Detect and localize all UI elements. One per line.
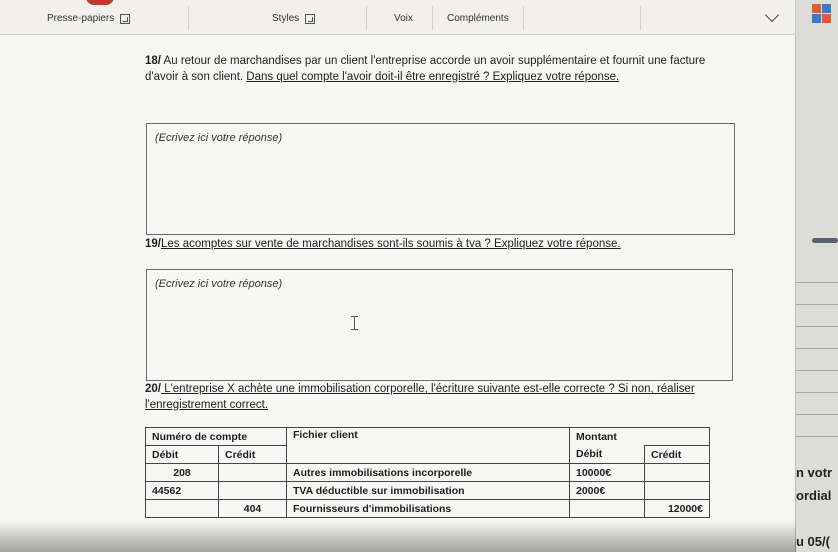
cell-label: Autres immobilisations incorporelle	[287, 464, 570, 482]
ribbon-group-label: Presse-papiers	[47, 13, 115, 24]
question-number: 19/	[145, 238, 161, 250]
question-19	[145, 237, 745, 253]
question-18	[145, 54, 730, 85]
cell-credit-account	[219, 464, 287, 482]
cell-label: Fournisseurs d'immobilisations	[287, 500, 570, 518]
table-header-row	[146, 428, 710, 446]
cell-credit-account	[219, 482, 287, 500]
collapse-ribbon-chevron-icon[interactable]	[765, 8, 779, 22]
cell-label: TVA déductible sur immobilisation	[287, 482, 570, 500]
ribbon	[0, 0, 795, 35]
cell-credit-account: 404	[219, 500, 287, 518]
adjacent-text-fragment: u 05/(	[796, 534, 830, 549]
question-underlined-text: L'entreprise X achète une immobilisation corporelle, l'écriture suivante est-elle correcte ? Si non, réaliser l'enregistrement correct.	[145, 383, 695, 411]
cell-amount-debit: 2000€	[570, 482, 645, 500]
cell-amount-credit	[645, 464, 710, 482]
cell-debit-account: 44562	[146, 482, 219, 500]
text-cursor-icon	[354, 316, 363, 330]
ribbon-group-clipboard[interactable]	[47, 13, 130, 24]
header-debit: Débit	[146, 446, 219, 464]
active-tab-indicator	[86, 0, 114, 5]
table-row	[146, 464, 710, 482]
header-amount: Montant	[570, 428, 710, 446]
header-amount-debit: Débit	[570, 446, 645, 464]
ribbon-divider	[523, 6, 524, 30]
journal-entry-table	[145, 427, 710, 518]
cell-amount-credit: 12000€	[645, 500, 710, 518]
ribbon-group-label: Compléments	[447, 13, 509, 24]
ribbon-group-styles[interactable]	[272, 13, 315, 24]
question-text: Au retour de marchandises par un client l'entreprise accorde un avoir supplémentaire et fournit une facture d'avoir à son client.	[145, 55, 706, 83]
question-20	[145, 382, 735, 413]
adjacent-text-fragment: n votr	[796, 465, 833, 480]
ribbon-group-label: Voix	[394, 13, 413, 24]
cell-amount-debit	[570, 500, 645, 518]
answer-box-19[interactable]	[146, 269, 733, 381]
cell-debit-account: 208	[146, 464, 219, 482]
question-number: 20/	[145, 383, 161, 395]
ribbon-group-label: Styles	[272, 13, 300, 24]
dialog-launcher-icon[interactable]	[305, 14, 315, 24]
ribbon-group-voice[interactable]	[394, 13, 413, 24]
table-row	[146, 500, 710, 518]
scroll-indicator[interactable]	[812, 238, 838, 243]
cell-amount-debit: 10000€	[570, 464, 645, 482]
adjacent-text-fragment: ordial	[796, 488, 832, 503]
cell-amount-credit	[645, 482, 710, 500]
apps-icon[interactable]	[812, 4, 832, 24]
ribbon-group-addins[interactable]	[447, 13, 509, 24]
answer-placeholder: (Ecrivez ici votre réponse)	[155, 132, 283, 144]
question-underlined-text: Dans quel compte l'avoir doit-il être enregistré ? Expliquez votre réponse.	[246, 70, 620, 83]
header-amount-credit: Crédit	[645, 446, 710, 464]
header-credit: Crédit	[219, 446, 287, 464]
ribbon-divider	[432, 6, 433, 30]
question-number: 18/	[145, 55, 161, 67]
table-row	[146, 482, 710, 500]
answer-placeholder: (Ecrivez ici votre réponse)	[155, 278, 283, 290]
answer-box-18[interactable]	[146, 123, 735, 235]
header-account-number: Numéro de compte	[146, 428, 287, 446]
adjacent-window[interactable]	[796, 0, 838, 552]
ribbon-divider	[640, 6, 641, 30]
question-underlined-text: Les acomptes sur vente de marchandises sont-ils soumis à tva ? Expliquez votre réponse.	[161, 238, 621, 250]
dialog-launcher-icon[interactable]	[120, 14, 130, 24]
document-page[interactable]	[0, 35, 796, 552]
cell-debit-account	[146, 500, 219, 518]
ribbon-divider	[366, 6, 367, 30]
header-client-file: Fichier client	[287, 428, 570, 464]
ribbon-divider	[188, 6, 189, 30]
